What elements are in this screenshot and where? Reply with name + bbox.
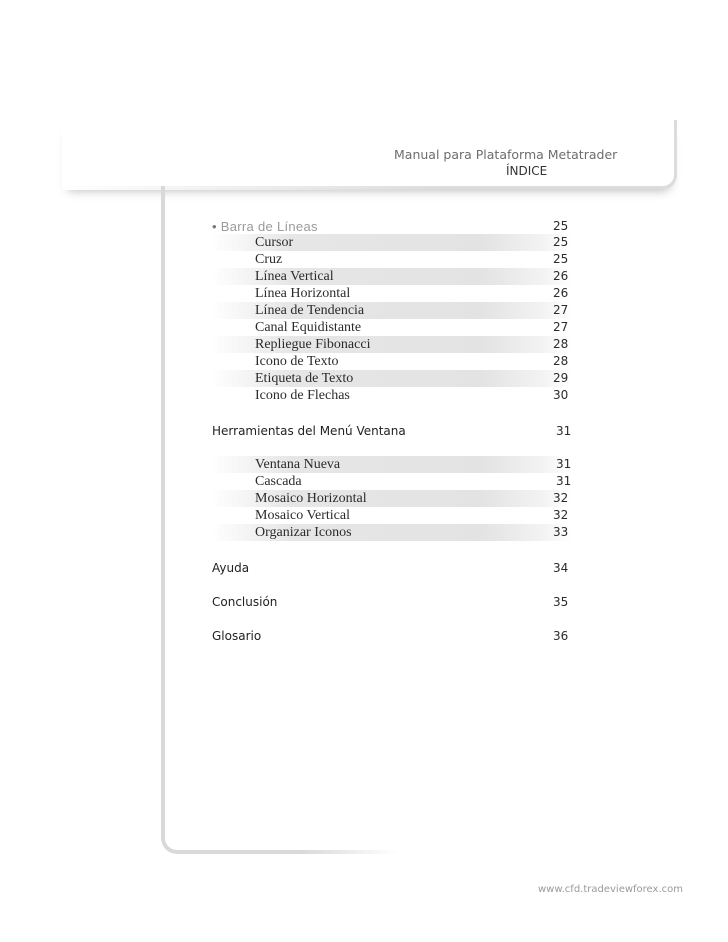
toc-page-number: 25 (553, 252, 569, 266)
toc-page-number: 31 (556, 457, 572, 471)
toc-page-number: 36 (553, 629, 569, 643)
body-frame-fade (300, 840, 440, 860)
toc-page-number: 29 (553, 371, 569, 385)
toc-entry[interactable] (212, 370, 572, 387)
toc-label: Organizar Iconos (255, 525, 352, 540)
toc-label: Ayuda (212, 561, 250, 575)
toc-page-number: 34 (553, 561, 569, 575)
toc-label: Icono de Flechas (255, 388, 350, 403)
toc-page-number: 26 (553, 269, 569, 283)
toc-entry-herramientas-ventana[interactable] (212, 423, 572, 440)
toc-page-number: 25 (553, 219, 569, 233)
toc-label: Cascada (255, 474, 302, 489)
toc-entry[interactable] (212, 268, 572, 285)
toc-entry[interactable] (212, 336, 572, 353)
toc-entry[interactable] (212, 285, 572, 302)
toc-page-number: 26 (553, 286, 569, 300)
document-title: Manual para Plataforma Metatrader (394, 147, 618, 162)
toc-label: Repliegue Fibonacci (255, 337, 371, 352)
toc-label: Cursor (255, 235, 294, 250)
toc-entry[interactable] (212, 302, 572, 319)
toc-page-number: 33 (553, 525, 569, 539)
toc-page-number: 28 (553, 354, 569, 368)
toc-entry[interactable] (212, 251, 572, 268)
toc-entry[interactable] (212, 473, 572, 490)
toc-entry[interactable] (212, 524, 572, 541)
toc-label: Glosario (212, 629, 262, 643)
toc-page-number: 27 (553, 320, 569, 334)
toc-entry-glosario[interactable] (212, 628, 572, 645)
toc-page-number: 25 (553, 235, 569, 249)
toc-page-number: 30 (553, 388, 569, 402)
toc-label: Herramientas del Menú Ventana (212, 424, 406, 438)
toc-label: Icono de Texto (255, 354, 339, 369)
toc-label: Línea de Tendencia (255, 303, 365, 318)
toc-entry[interactable] (212, 234, 572, 251)
bullet-icon: • (212, 219, 217, 234)
toc-entry[interactable] (212, 490, 572, 507)
toc-label: Cruz (255, 252, 283, 267)
toc-entry-ayuda[interactable] (212, 560, 572, 577)
toc-entry-barra-de-lineas[interactable] (212, 218, 572, 235)
toc-page-number: 27 (553, 303, 569, 317)
toc-label: Barra de Líneas (220, 219, 318, 234)
toc-entry-conclusion[interactable] (212, 594, 572, 611)
toc-label: Mosaico Vertical (255, 508, 350, 523)
toc-entry[interactable] (212, 456, 572, 473)
toc-label: Canal Equidistante (255, 320, 362, 335)
toc-page-number: 32 (553, 508, 569, 522)
toc-entry[interactable] (212, 507, 572, 524)
toc-entry[interactable] (212, 319, 572, 336)
toc-label: Línea Horizontal (255, 286, 351, 301)
toc-label: Etiqueta de Texto (255, 371, 354, 386)
toc-label: Ventana Nueva (255, 457, 341, 472)
toc-entry[interactable] (212, 353, 572, 370)
toc-label: Mosaico Horizontal (255, 491, 367, 506)
toc-page-number: 31 (556, 474, 572, 488)
toc-label: Línea Vertical (255, 269, 334, 284)
toc-label: Conclusión (212, 595, 278, 609)
toc-page-number: 32 (553, 491, 569, 505)
toc-entry[interactable] (212, 387, 572, 404)
footer-url[interactable]: www.cfd.tradeviewforex.com (538, 884, 683, 895)
toc-page-number: 28 (553, 337, 569, 351)
toc-page-number: 35 (553, 595, 569, 609)
toc-page-number: 31 (556, 424, 572, 438)
section-title: ÍNDICE (506, 164, 548, 178)
